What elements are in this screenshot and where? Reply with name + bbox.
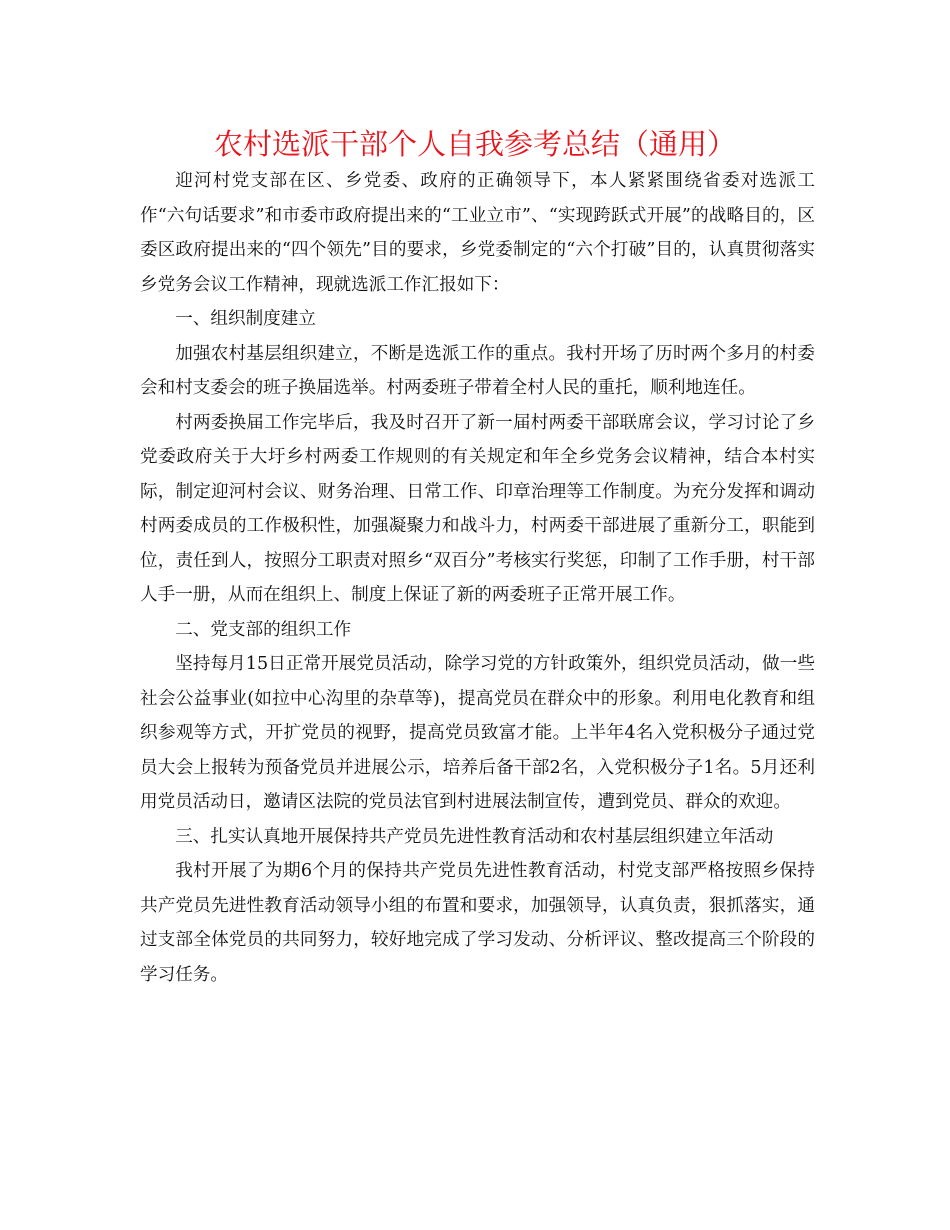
document-body bbox=[140, 164, 815, 992]
intro-paragraph: 迎河村党支部在区、乡党委、政府的正确领导下，本人紧紧围绕省委对选派工作“六句话要求”和市委市政府提出来的“工业立市”、“实现跨跃式开展”的战略目的，区委区政府提出来的“四个领先”目的要求，乡党委制定的“六个打破”目的，认真贯彻落实乡党务会议工作精神，现就选派工作汇报如下： bbox=[140, 171, 815, 295]
section-heading-3: 三、扎实认真地开展保持共产党员先进性教育活动和农村基层组织建立年活动 bbox=[175, 826, 774, 847]
paragraph: 村两委换届工作完毕后，我及时召开了新一届村两委干部联席会议，学习讨论了乡党委政府关于大圩乡村两委工作规则的有关规定和年全乡党务会议精神，结合本村实际，制定迎河村会议、财务治理、日常工作、印章治理等工作制度。为充分发挥和调动村两委成员的工作极积性，加强凝聚力和战斗力，村两委干部进展了重新分工，职能到位，责任到人，按照分工职责对照乡“双百分”考核实行奖惩，印制了工作手册，村干部人手一册，从而在组织上、制度上保证了新的两委班子正常开展工作。 bbox=[140, 412, 815, 605]
section-heading-2: 二、党支部的组织工作 bbox=[175, 619, 352, 640]
paragraph: 坚持每月15日正常开展党员活动，除学习党的方针政策外，组织党员活动，做一些社会公益事业(如拉中心沟里的杂草等)，提高党员在群众中的形象。利用电化教育和组织参观等方式，开扩党员的视野，提高党员致富才能。上半年4名入党积极分子通过党员大会上报转为预备党员并进展公示，培养后备干部2名，入党积极分子1名。5月还利用党员活动日，邀请区法院的党员法官到村进展法制宣传，遭到党员、群众的欢迎。 bbox=[140, 654, 815, 812]
paragraph: 我村开展了为期6个月的保持共产党员先进性教育活动，村党支部严格按照乡保持共产党员先进性教育活动领导小组的布置和要求，加强领导，认真负责，狠抓落实，通过支部全体党员的共同努力，较好地完成了学习发动、分析评议、整改提高三个阶段的学习任务。 bbox=[140, 861, 815, 985]
section-heading-1: 一、组织制度建立 bbox=[175, 309, 316, 329]
paragraph: 加强农村基层组织建立，不断是选派工作的重点。我村开场了历时两个多月的村委会和村支委会的班子换届选举。村两委班子带着全村人民的重托，顺利地连任。 bbox=[140, 343, 815, 398]
document-title: 农村选派干部个人自我参考总结（通用） bbox=[213, 127, 736, 161]
